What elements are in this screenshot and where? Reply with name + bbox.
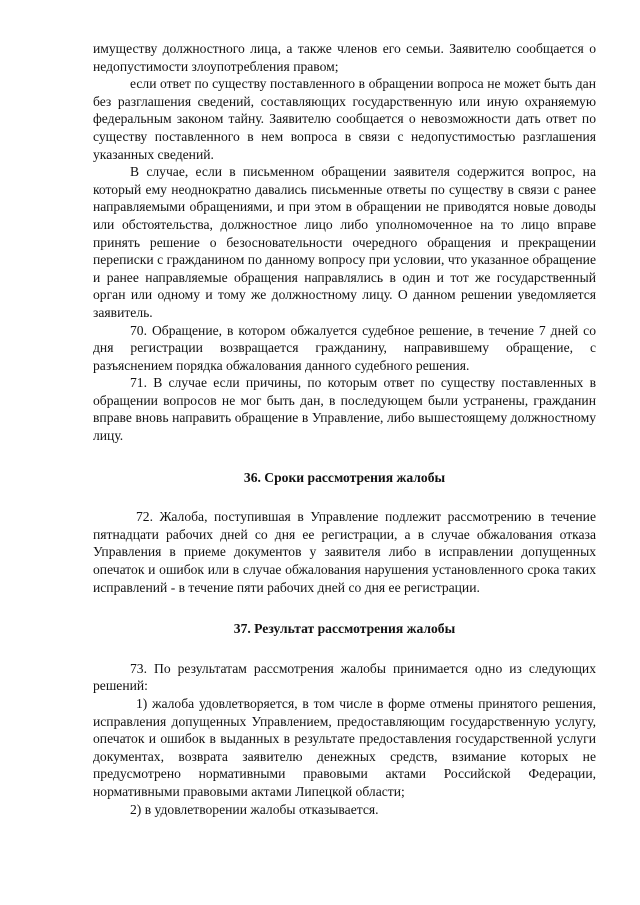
paragraph-73-item-1: 1) жалоба удовлетворяется, в том числе в форме отмены принятого решения, исправления допущенных Управлением, предоставляющим государственную услугу, опечаток и ошибок в выданных в результате предоставления государственной услуги документах, возврата заявителю денежных средств, взимание которых не предусмотрено нормативными правовыми актами Российской Федерации, нормативными правовыми актами Липецкой области; <box>93 696 596 799</box>
paragraph-state-secret: если ответ по существу поставленного в обращении вопроса не может быть дан без разглашения сведений, составляющих государственную или иную охраняемую федеральным законом тайну. Заявителю сообщается о невозможности дать ответ по существу поставленного в нем вопроса в связи с недопустимостью разглашения указанных сведений. <box>93 76 596 162</box>
paragraph-73-item-2: 2) в удовлетворении жалобы отказывается. <box>130 801 379 817</box>
paragraph-continued: имуществу должностного лица, а также членов его семьи. Заявителю сообщается о недопустимости злоупотребления правом; <box>93 41 596 74</box>
paragraph-73: 73. По результатам рассмотрения жалобы принимается одно из следующих решений: <box>93 660 596 694</box>
section-heading-36: 36. Сроки рассмотрения жалобы <box>243 469 446 485</box>
document-page <box>93 40 596 818</box>
paragraph-repeated-appeal: В случае, если в письменном обращении заявителя содержится вопрос, на который ему неоднократно давались письменные ответы по существу в связи с ранее направляемыми обращениями, и при этом в обращении не приводятся новые доводы или обстоятельства, должностное лицо либо уполномоченное на то лицо вправе принять решение о безосновательности очередного обращения и прекращении переписки с гражданином по данному вопросу при условии, что указанное обращение и ранее направляемые обращения направлялись в один и тот же государственный орган или одному и тому же должностному лицу. О данном решении уведомляется заявитель. <box>93 164 596 320</box>
paragraph-70: 70. Обращение, в котором обжалуется судебное решение, в течение 7 дней со дня регистрации возвращается гражданину, направившему обращение, с разъяснением порядка обжалования данного судебного решения. <box>93 322 596 373</box>
paragraph-72: 72. Жалоба, поступившая в Управление подлежит рассмотрению в течение пятнадцати рабочих дней со дня ее регистрации, а в случае обжалования отказа Управления в приеме документов у заявителя либо в исправлении допущенных опечаток и ошибок или в случае обжалования нарушения установленного срока таких исправлений - в течение пяти рабочих дней со дня ее регистрации. <box>93 509 596 595</box>
paragraph-71: 71. В случае если причины, по которым ответ по существу поставленных в обращении вопросов не мог быть дан, в последующем были устранены, гражданин вправе вновь направить обращение в Управление, либо вышестоящему должностному лицу. <box>93 375 596 444</box>
section-heading-37: 37. Результат рассмотрения жалобы <box>233 621 456 637</box>
